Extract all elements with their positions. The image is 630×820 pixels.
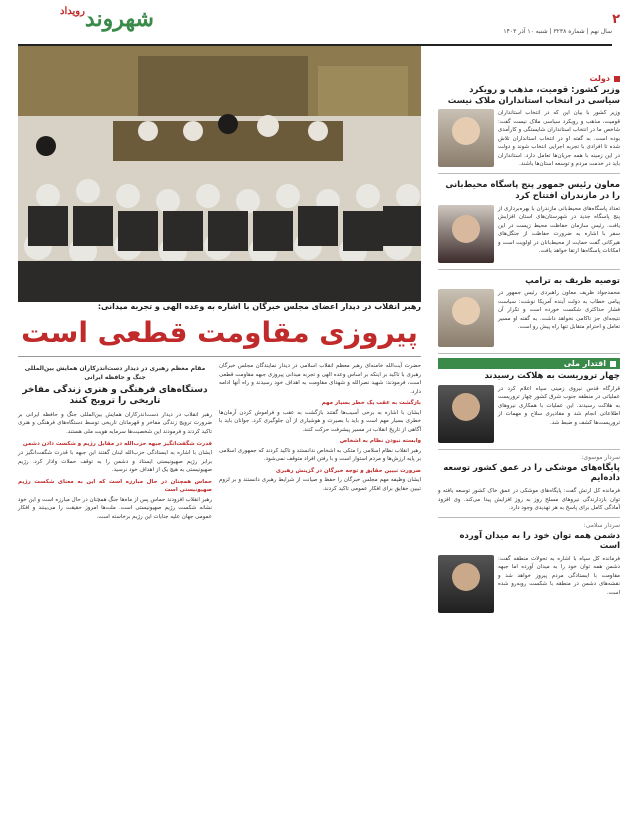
lead-body-4: ایشان وظیفه مهم مجلس خبرگان را حفظ و صیانت از شرایط رهبری دانستند و بر لزوم تبیین حقایق برای افکار عمومی تاکید کردند.	[219, 477, 421, 492]
section-marker-icon	[610, 361, 616, 367]
right-column	[438, 74, 620, 814]
story-body: محمدجواد ظریف معاون راهبردی رئیس جمهور در پیامی خطاب به دولت آینده آمریکا نوشت: سیاست فشار حداکثری شکست خورده است و تکرار آن نتیجه‌ای جز ناکامی نخواهد داشت. به گفته او مسیر تعامل و احترام متقابل تنها راه پیش رو است.	[498, 290, 620, 331]
inset-kicker: مقام معظم رهبری در دیدار دست‌اندرکاران همایش بین‌المللی جنگ و حافظه ایرانی	[24, 365, 206, 382]
story-headline: چهار تروریست به هلاکت رسیدند	[484, 371, 620, 382]
divider	[18, 356, 421, 357]
story-headline: معاون رئیس جمهور پنج پاسگاه محیط‌بانی را در مازندران افتتاح کرد	[445, 180, 620, 201]
story-photo	[438, 289, 494, 347]
lead-column-2	[18, 364, 212, 521]
story-body: فرمانده کل سپاه با اشاره به تحولات منطقه گفت: دشمن همه توان خود را به میدان آورده اما جبهه مقاومت با ایستادگی مردم پیروز خواهد شد و نقشه‌های دشمن در منطقه با شکست روبه‌رو شده است.	[498, 555, 620, 596]
story-photo	[438, 555, 494, 613]
inset-body-2: ایشان با اشاره به ایستادگی حزب‌الله لبنان گفتند این جبهه با قدرت شگفت‌انگیز در برابر رژیم صهیونیستی ایستاد و دشمن را به توقف حملات وادار کرد. رژیم صهیونیستی به هیچ یک از اهداف خود نرسید.	[18, 450, 212, 474]
story-body: وزیر کشور با بیان این که در انتخاب استانداران قومیت، مذهب و رویکرد سیاسی ملاک نیست گفت: شاخص ما در انتخاب استانداران شایستگی و کارآمدی بوده است. به گفته او در انتخاب استانداران تلاش شده تا افرادی با تجربه اجرایی انتخاب شوند و دولت در این زمینه با همه جریان‌ها تعامل دارد. استانداران باید در خدمت مردم و توسعه استان‌ها باشند.	[498, 110, 620, 168]
story-kicker: سردار موسوی:	[581, 453, 620, 461]
page-number: ۲	[612, 12, 620, 27]
lead-subhead-2: وابسته نبودن نظام به اشخاص	[339, 438, 421, 445]
story-headline: دشمن همه توان خود را به میدان آورده است	[459, 530, 620, 552]
section-marker-icon	[614, 76, 620, 82]
lead-column-1	[219, 362, 421, 493]
story-kicker: سردار سلامی:	[583, 521, 620, 529]
inset-body-3: رهبر انقلاب افزودند حماس پس از ماه‌ها جنگ همچنان در حال مبارزه است و این خود نشانه شکست رژیم صهیونیستی است. ملت‌ها امروز حقیقت را می‌بینند و افکار عمومی جهان علیه جنایات این رژیم برخاسته است.	[18, 496, 212, 520]
story-body: تعداد پاسگاه‌های محیط‌بانی مازندران با بهره‌برداری از پنج پاسگاه جدید در شهرستان‌های استان افزایش یافت. رئیس سازمان حفاظت محیط زیست در این سفر با اشاره به ضرورت حفاظت از جنگل‌های هیرکانی گفت حمایت از محیط‌بانان در اولویت است و امکانات پاسگاه‌ها ارتقا خواهد یافت.	[498, 205, 620, 255]
lead-body-2: ایشان با اشاره به برخی آسیب‌ها گفتند بازگشت به عقب و فراموش کردن آرمان‌ها خطری بسیار مهم است و باید با بصیرت و هوشیاری از آن جلوگیری کرد. جوانان باید با آگاهی از تاریخ انقلاب در مسیر پیشرفت حرکت کنند.	[219, 409, 421, 433]
lead-body-3: رهبر انقلاب نظام اسلامی را متکی به اشخاص ندانستند و تاکید کردند که جمهوری اسلامی بر پایه ارزش‌ها و مردم استوار است و با رفتن افراد متوقف نمی‌شود.	[219, 447, 421, 463]
story-photo	[438, 109, 494, 167]
logo-main: شهروند	[84, 6, 154, 32]
inset-subhead-2: حماس همچنان در حال مبارزه است که این به معنای شکست رژیم صهیونیستی است	[18, 478, 212, 494]
inset-subhead-1: قدرت شگفت‌انگیز جبهه حزب‌الله در مقابل رژیم و شکست دادن دشمن	[22, 440, 212, 447]
story-body: قرارگاه قدس نیروی زمینی سپاه اعلام کرد در عملیاتی در منطقه جنوب شرق کشور چهار تروریست به هلاکت رسیدند. این عملیات با همکاری نیروهای اطلاعاتی انجام شد و مقادیری سلاح و مهمات از تروریست‌ها کشف و ضبط شد.	[498, 385, 620, 426]
section-label	[438, 358, 620, 369]
section-title: اقتدار ملی	[563, 359, 606, 369]
issue-line: سال نهم | شماره ۳۲۳۸ | شنبه ۱۰ آذر ۱۴۰۳	[503, 28, 612, 35]
lead-subhead-1: بازگشت به عقب یک خطر بسیار مهم	[321, 400, 421, 407]
story-body: فرمانده کل ارتش گفت: پایگاه‌های موشکی در عمق خاک کشور توسعه یافته و توان بازدارندگی نیروهای مسلح روز به روز افزایش پیدا می‌کند. وی افزود آمادگی کامل برای پاسخ به هر تهدیدی وجود دارد.	[438, 488, 620, 512]
logo-tag: رویداد	[60, 6, 85, 17]
story-headline: توصیه ظریف به ترامپ	[525, 275, 620, 286]
lead-subhead-3: ضرورت تبیین حقایق و توجه خبرگان در گزینش رهبری	[275, 467, 421, 474]
inset-headline: دستگاه‌های فرهنگی و هنری زندگی مفاخر تاریخی را ترویج کنند	[22, 384, 208, 407]
story-1	[438, 74, 620, 174]
inset-body-1: رهبر انقلاب در دیدار دست‌اندرکاران همایش بین‌المللی جنگ و حافظه ایرانی بر ضرورت ترویج زندگی مفاخر و قهرمانان تاریخی توسط دستگاه‌های فرهنگی و هنری تاکید کردند و فرمودند این شخصیت‌ها سرمایه هویت ملی هستند.	[18, 411, 212, 435]
lead-body-1: حضرت آیت‌الله خامنه‌ای رهبر معظم انقلاب اسلامی در دیدار نمایندگان مجلس خبرگان رهبری با تاکید بر اینکه بر اساس وعده الهی و تجربه میدانی پیروزی جبهه مقاومت قطعی است، فرمودند: شهید نصرالله و شهدای مقاومت به اهداف خود رسیدند و راه آنها ادامه دارد.	[219, 363, 421, 395]
story-5	[438, 454, 620, 518]
story-2	[438, 178, 620, 269]
story-headline: وزیر کشور: قومیت، مذهب و رویکرد سیاسی در انتخاب استانداران ملاک نیست	[447, 85, 620, 106]
story-3	[438, 274, 620, 355]
lead-headline: پیروزی مقاومت قطعی است	[21, 316, 418, 349]
newspaper-logo	[58, 6, 154, 32]
masthead	[18, 6, 620, 46]
story-photo	[438, 205, 494, 263]
story-4	[438, 358, 620, 450]
lead-kicker: رهبر انقلاب در دیدار اعضای مجلس خبرگان با اشاره به وعده الهی و تجربه میدانی:	[97, 302, 421, 311]
story-6	[438, 522, 620, 619]
lead-photo	[18, 46, 421, 302]
story-photo	[438, 385, 494, 443]
section-label	[438, 74, 620, 83]
section-title: دولت	[589, 74, 610, 83]
story-headline: پایگاه‌های موشکی را در عمق کشور توسعه داده‌ایم	[443, 462, 620, 484]
